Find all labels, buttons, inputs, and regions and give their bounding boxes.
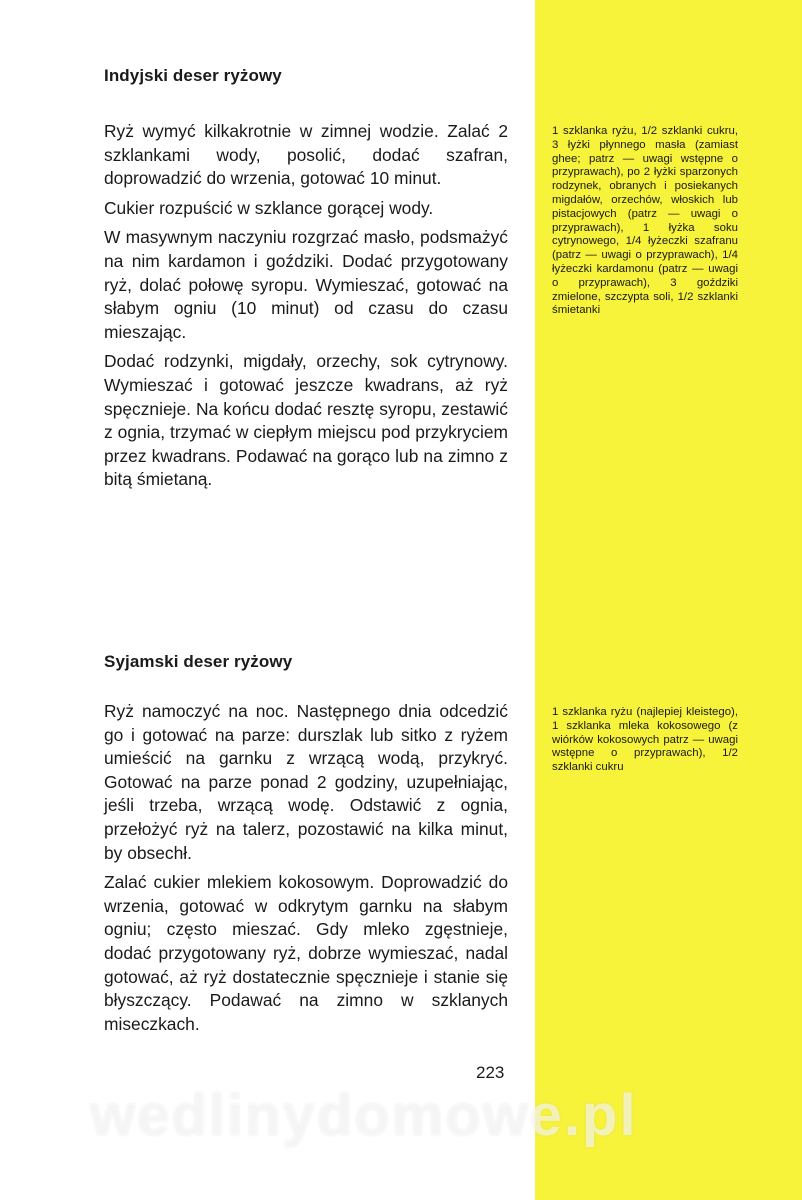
recipe-body-syjamski: [104, 700, 508, 1036]
recipe-title-syjamski: Syjamski deser ryżowy: [104, 652, 293, 671]
ingredients-syjamski: 1 szklanka ryżu (najlepiej kleistego), 1 szklanka mleka kokosowego (z wiórków kokosowych patrz — uwagi wstępne o przyprawach), 1/2 szklanki cukru: [552, 706, 738, 774]
paragraph: Ryż namoczyć na noc. Następnego dnia odcedzić go i gotować na parze: durszlak lub sitko z ryżem umieścić na garnku z wrzącą wodą, przykryć. Gotować na parze ponad 2 godziny, uzupełniając, jeśli trzeba, wrzącą wodę. Odstawić z ognia, przełożyć ryż na talerz, pozostawić na kilka minut, by obsechł.: [104, 701, 508, 863]
paragraph: Zalać cukier mlekiem kokosowym. Doprowadzić do wrzenia, gotować w odkrytym garnku na słabym ogniu; często mieszać. Gdy mleko zgęstnieje, dodać przygotowany ryż, dobrze wymieszać, nadal gotować, aż ryż dostatecznie spęcznieje i stanie się błyszczący. Podawać na zimno w szklanych miseczkach.: [104, 872, 508, 1034]
paragraph: W masywnym naczyniu rozgrzać masło, podsmażyć na nim kardamon i goździki. Dodać przygotowany ryż, dolać połowę syropu. Wymieszać, gotować na słabym ogniu (10 minut) od czasu do czasu mieszając.: [104, 227, 508, 342]
paragraph: Dodać rodzynki, migdały, orzechy, sok cytrynowy. Wymieszać i gotować jeszcze kwadrans, aż ryż spęcznieje. Na końcu dodać resztę syropu, zestawić z ognia, trzymać w ciepłym miejscu pod przykryciem przez kwadrans. Podawać na gorąco lub na zimno z bitą śmietaną.: [104, 351, 508, 490]
watermark: wedlinydomowe.pl: [90, 1083, 638, 1148]
paragraph: Cukier rozpuścić w szklance gorącej wody.: [104, 197, 434, 218]
paragraph: Ryż wymyć kilkakrotnie w zimnej wodzie. Zalać 2 szklankami wody, posolić, dodać szafran, doprowadzić do wrzenia, gotować 10 minut.: [104, 121, 508, 189]
page-number: 223: [476, 1063, 505, 1082]
recipe-title-indyjski: Indyjski deser ryżowy: [104, 66, 282, 85]
recipe-body-indyjski: [104, 120, 508, 492]
ingredients-indyjski: 1 szklanka ryżu, 1/2 szklanki cukru, 3 łyżki płynnego masła (zamiast ghee; patrz — uwagi wstępne o przyprawach), po 2 łyżki sparzonych rodzynek, obranych i posiekanych migdałów, orzechów, włoskich lub pistacjowych (patrz — uwagi o przyprawach), 1 łyżka soku cytrynowego, 1/4 łyżeczki szafranu (patrz — uwagi o przyprawach), 1/4 łyżeczki kardamonu (patrz — uwagi o przyprawach), 3 goździki zmielone, szczypta soli, 1/2 szklanki śmietanki: [552, 125, 738, 317]
